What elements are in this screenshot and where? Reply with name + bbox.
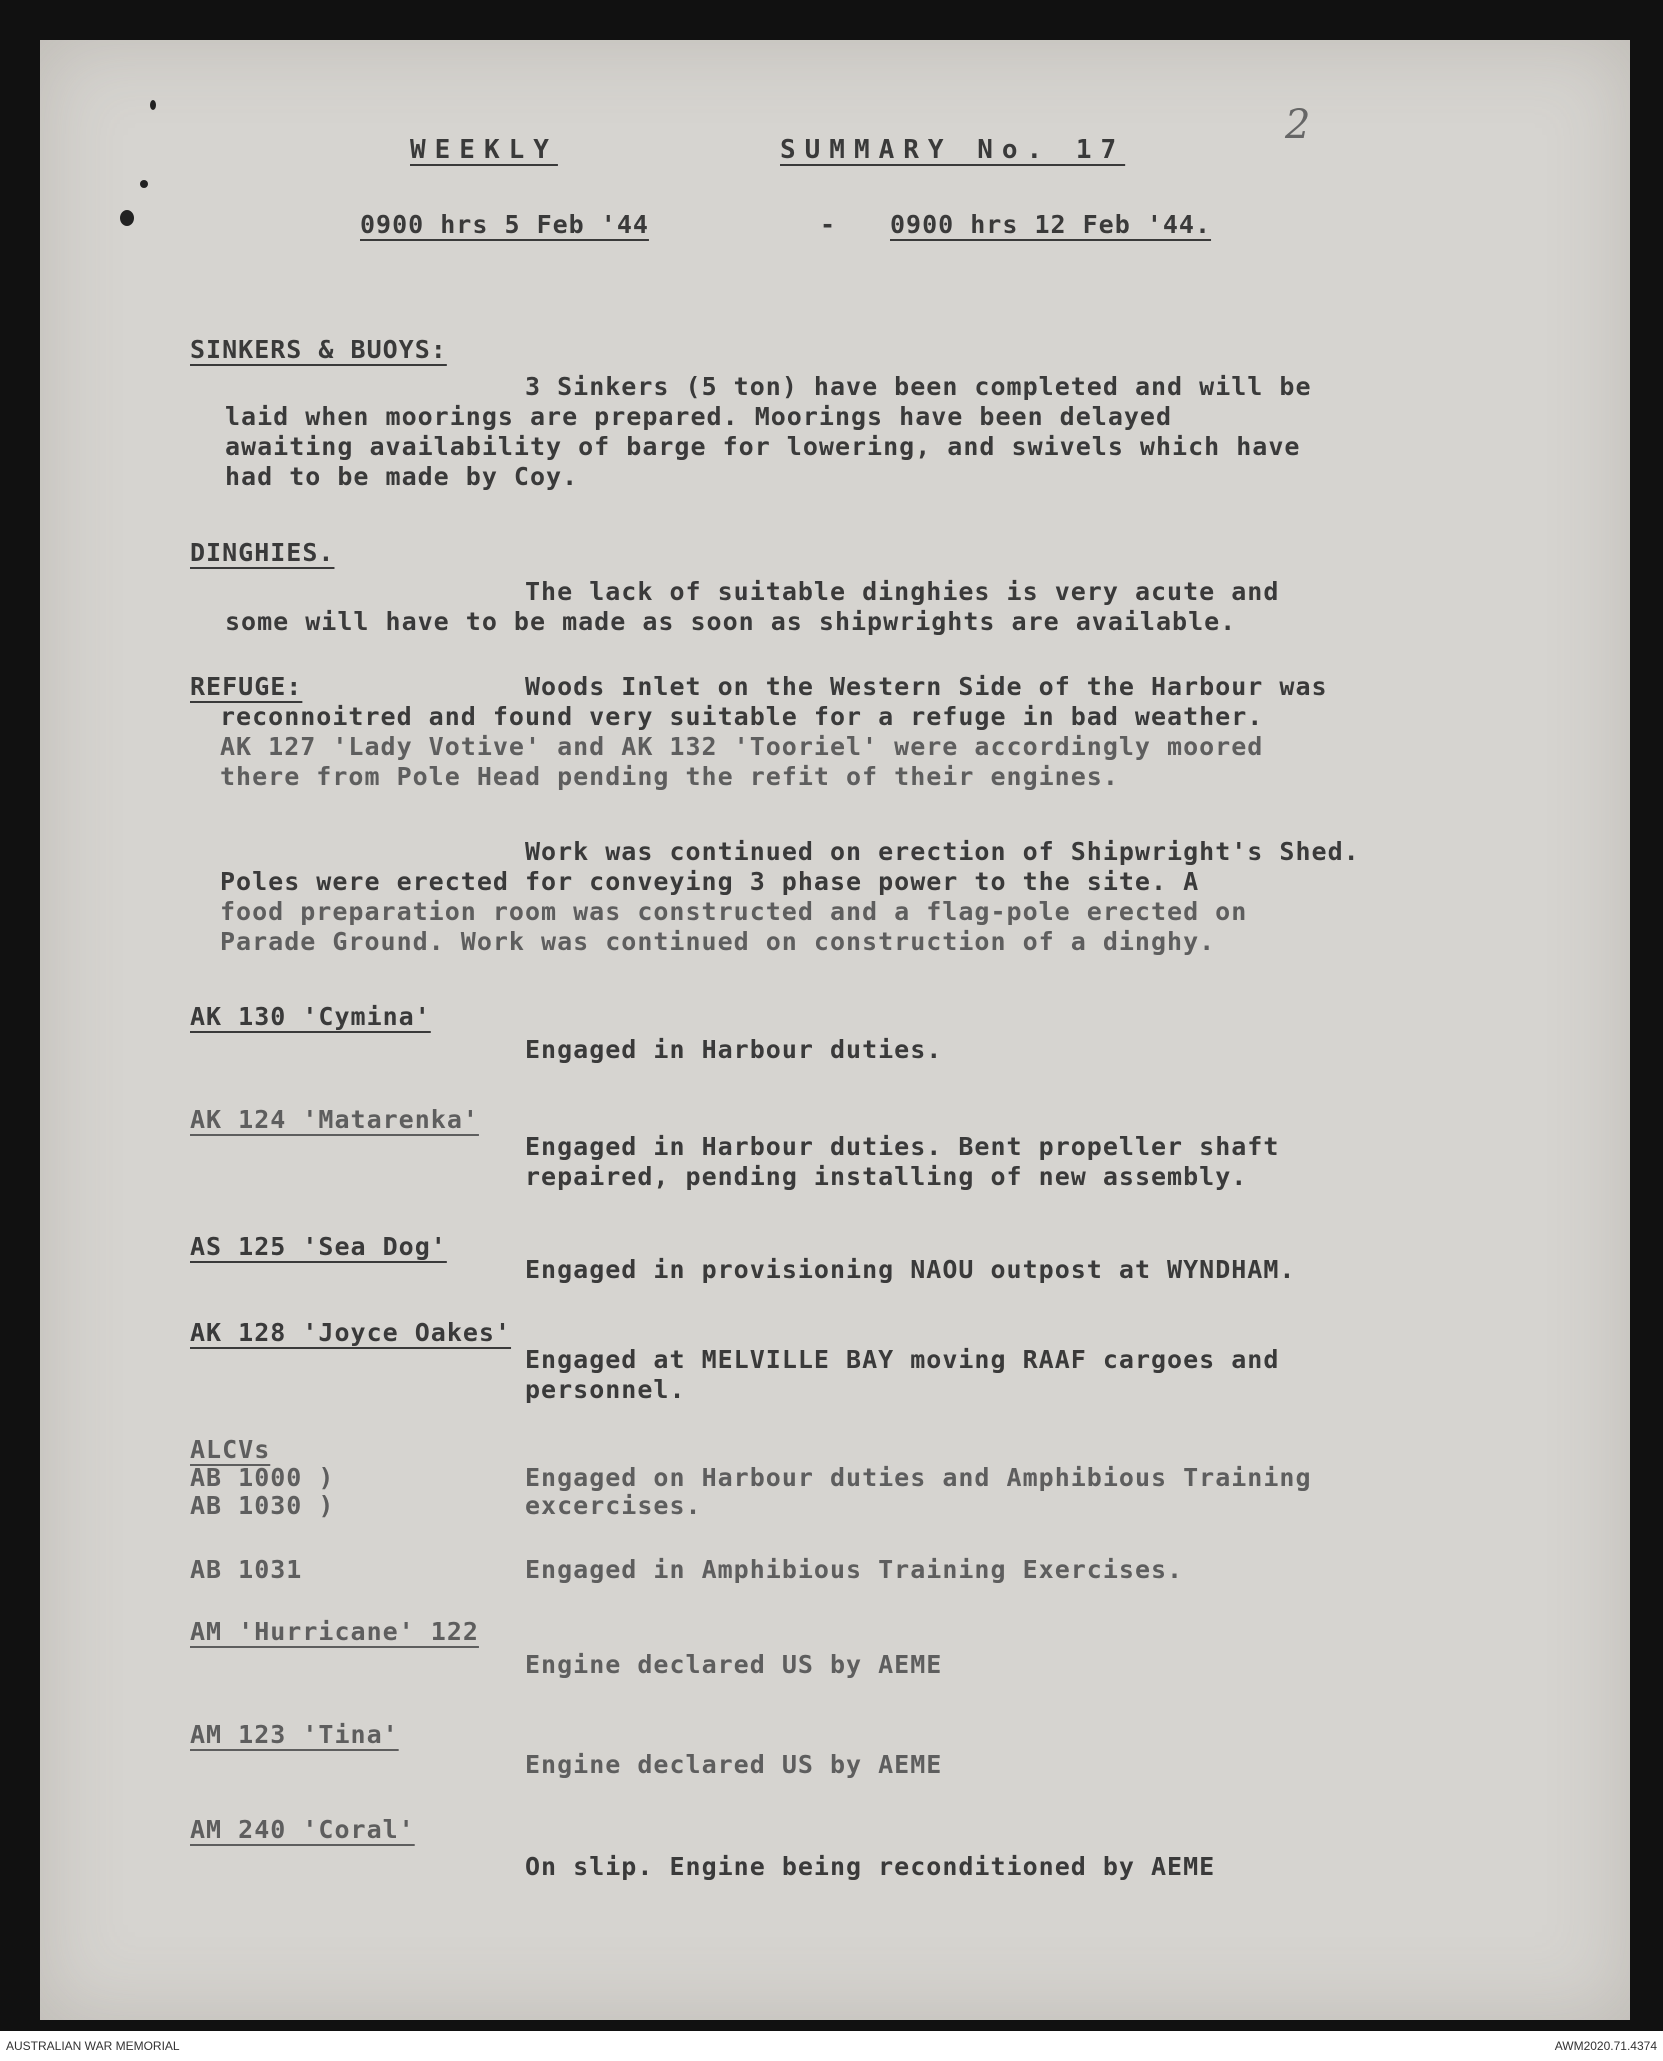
vessel-status: Engaged in Harbour duties. bbox=[525, 1035, 943, 1064]
vessel-status: excercises. bbox=[525, 1491, 702, 1520]
section-heading-dinghies: DINGHIES. bbox=[190, 538, 335, 567]
vessel-status: repaired, pending installing of new assembly. bbox=[525, 1162, 1248, 1191]
stain-mark bbox=[140, 180, 148, 188]
title-right: SUMMARY No. 17 bbox=[780, 135, 1126, 165]
vessel-sub-name: AB 1000 ) bbox=[190, 1463, 335, 1492]
vessel-status: Engine declared US by AEME bbox=[525, 1750, 943, 1779]
vessel-name: AB 1031 bbox=[190, 1555, 303, 1584]
section-line: there from Pole Head pending the refit of their engines. bbox=[220, 762, 1119, 791]
section-line: Parade Ground. Work was continued on construction of a dinghy. bbox=[220, 927, 1216, 956]
vessel-status: personnel. bbox=[525, 1375, 686, 1404]
vessel-name: AK 128 'Joyce Oakes' bbox=[190, 1318, 512, 1347]
title-left: WEEKLY bbox=[410, 135, 558, 165]
vessel-name: AM 240 'Coral' bbox=[190, 1815, 415, 1844]
period-dash: - bbox=[820, 210, 837, 239]
vessel-status: Engaged at MELVILLE BAY moving RAAF cargoes and bbox=[525, 1345, 1280, 1374]
vessel-status: Engaged in Amphibious Training Exercises. bbox=[525, 1555, 1184, 1584]
section-line: The lack of suitable dinghies is very acute and bbox=[525, 577, 1280, 606]
handwritten-page-number: 2 bbox=[1285, 102, 1311, 148]
footer-reference: AWM2020.71.4374 bbox=[1554, 2039, 1657, 2053]
period-to: 0900 hrs 12 Feb '44. bbox=[890, 210, 1212, 239]
period-from: 0900 hrs 5 Feb '44 bbox=[360, 210, 649, 239]
document-page bbox=[40, 40, 1630, 2020]
vessel-name: AS 125 'Sea Dog' bbox=[190, 1232, 447, 1261]
section-line: had to be made by Coy. bbox=[225, 462, 579, 491]
vessel-name: AK 124 'Matarenka' bbox=[190, 1105, 479, 1134]
vessel-status: Engaged on Harbour duties and Amphibious Training bbox=[525, 1463, 1312, 1492]
section-line: Woods Inlet on the Western Side of the Harbour was bbox=[525, 672, 1328, 701]
vessel-name: AM 'Hurricane' 122 bbox=[190, 1617, 479, 1646]
archive-footer bbox=[0, 2031, 1663, 2061]
vessel-status: Engine declared US by AEME bbox=[525, 1650, 943, 1679]
vessel-status: Engaged in provisioning NAOU outpost at WYNDHAM. bbox=[525, 1255, 1296, 1284]
vessel-name: AM 123 'Tina' bbox=[190, 1720, 399, 1749]
section-line: laid when moorings are prepared. Moorings have been delayed bbox=[225, 402, 1173, 431]
footer-source: AUSTRALIAN WAR MEMORIAL bbox=[6, 2039, 180, 2053]
vessel-status: On slip. Engine being reconditioned by AEME bbox=[525, 1852, 1216, 1881]
section-line: Poles were erected for conveying 3 phase power to the site. A bbox=[220, 867, 1200, 896]
section-line: some will have to be made as soon as shipwrights are available. bbox=[225, 607, 1237, 636]
stain-mark bbox=[120, 210, 134, 226]
section-line: reconnoitred and found very suitable for a refuge in bad weather. bbox=[220, 702, 1264, 731]
vessel-name: ALCVs bbox=[190, 1435, 271, 1464]
section-line: food preparation room was constructed and a flag-pole erected on bbox=[220, 897, 1248, 926]
section-line: AK 127 'Lady Votive' and AK 132 'Tooriel' were accordingly moored bbox=[220, 732, 1264, 761]
section-line: awaiting availability of barge for lowering, and swivels which have bbox=[225, 432, 1301, 461]
section-line: Work was continued on erection of Shipwright's Shed. bbox=[525, 837, 1360, 866]
section-line: 3 Sinkers (5 ton) have been completed and will be bbox=[525, 372, 1312, 401]
vessel-status: Engaged in Harbour duties. Bent propeller shaft bbox=[525, 1132, 1280, 1161]
vessel-sub-name: AB 1030 ) bbox=[190, 1491, 335, 1520]
section-heading-refuge: REFUGE: bbox=[190, 672, 303, 701]
section-heading-sinkers: SINKERS & BUOYS: bbox=[190, 335, 447, 364]
vessel-name: AK 130 'Cymina' bbox=[190, 1002, 431, 1031]
stain-mark bbox=[150, 100, 156, 110]
